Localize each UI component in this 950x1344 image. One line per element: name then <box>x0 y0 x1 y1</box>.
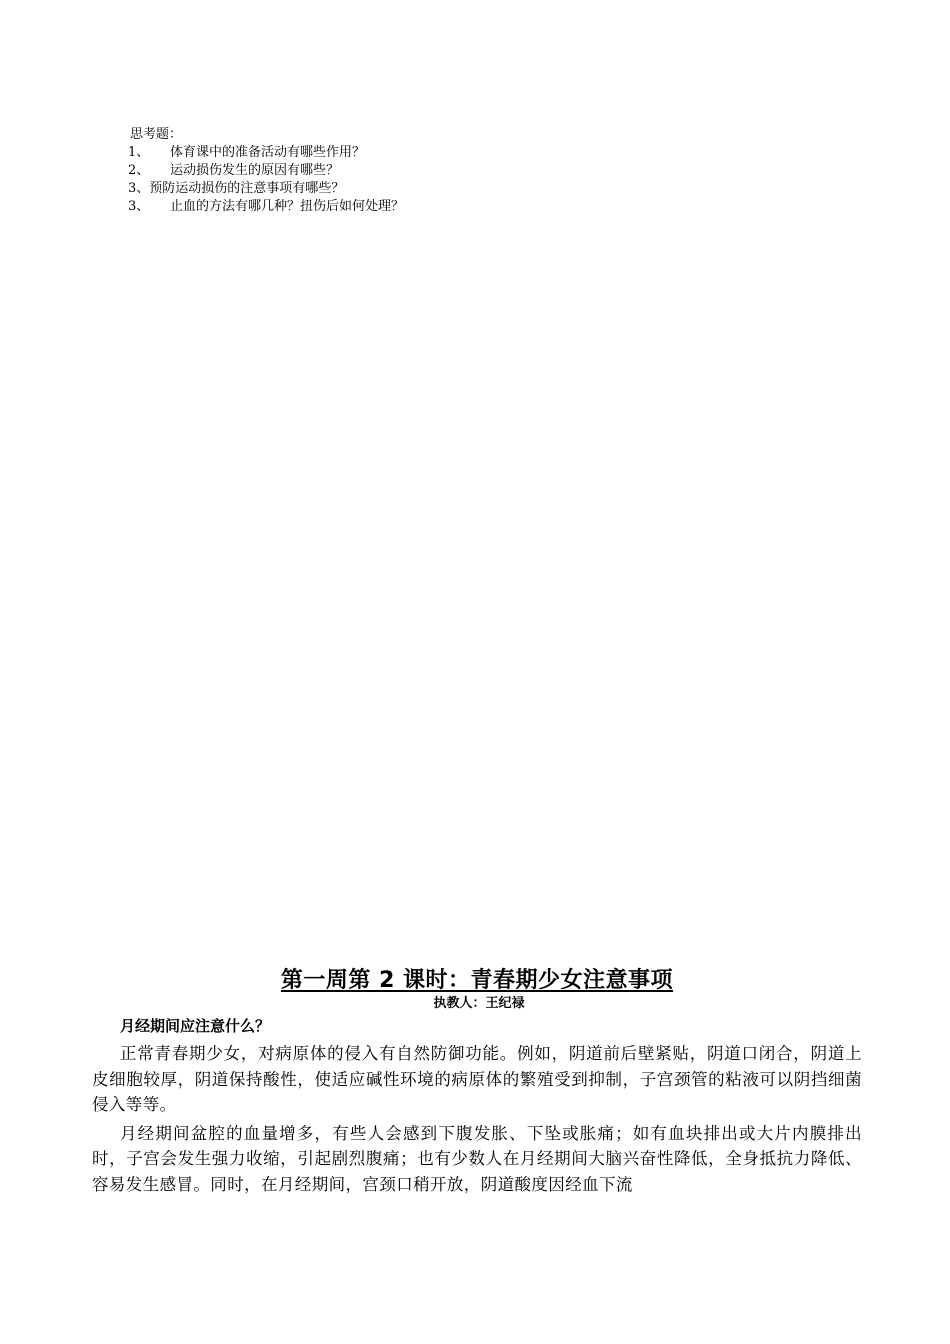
question-text: 体育课中的准备活动有哪些作用？ <box>170 145 366 160</box>
question-text: 止血的方法有哪几种？扭伤后如何处理？ <box>170 199 405 214</box>
question-number: 1、 <box>128 145 150 160</box>
question-item <box>128 144 404 162</box>
question-number: 2、 <box>128 163 150 178</box>
question-item <box>128 198 404 216</box>
question-number: 3、 <box>128 181 150 196</box>
review-questions <box>128 126 404 216</box>
body-paragraph: 月经期间盆腔的血量增多，有些人会感到下腹发胀、下坠或胀痛；如有血块排出或大片内膜排出时，子宫会发生强力收缩，引起剧烈腹痛；也有少数人在月经期间大脑兴奋性降低，全身抵抗力降低、容易发生感冒。同时，在月经期间，宫颈口稍开放，阴道酸度因经血下流 <box>92 1123 862 1194</box>
question-text: 运动损伤发生的原因有哪些？ <box>170 163 340 178</box>
lesson-title: 第一周第 2 课时：青春期少女注意事项 <box>280 968 674 993</box>
question-item <box>128 162 404 180</box>
question-number: 3、 <box>128 199 150 214</box>
section-heading: 月经期间应注意什么？ <box>120 1017 271 1035</box>
questions-heading: 思考题： <box>130 127 183 142</box>
question-text: 预防运动损伤的注意事项有哪些？ <box>149 181 345 196</box>
body-paragraph: 正常青春期少女，对病原体的侵入有自然防御功能。例如，阴道前后壁紧贴，阴道口闭合，阴道上皮细胞较厚，阴道保持酸性，使适应碱性环境的病原体的繁殖受到抑制，子宫颈管的粘液可以阴挡细菌侵入等等。 <box>92 1044 862 1114</box>
lesson-instructor: 执教人：王纪禄 <box>433 996 525 1011</box>
question-item <box>128 180 404 198</box>
lesson-section <box>92 966 862 1197</box>
